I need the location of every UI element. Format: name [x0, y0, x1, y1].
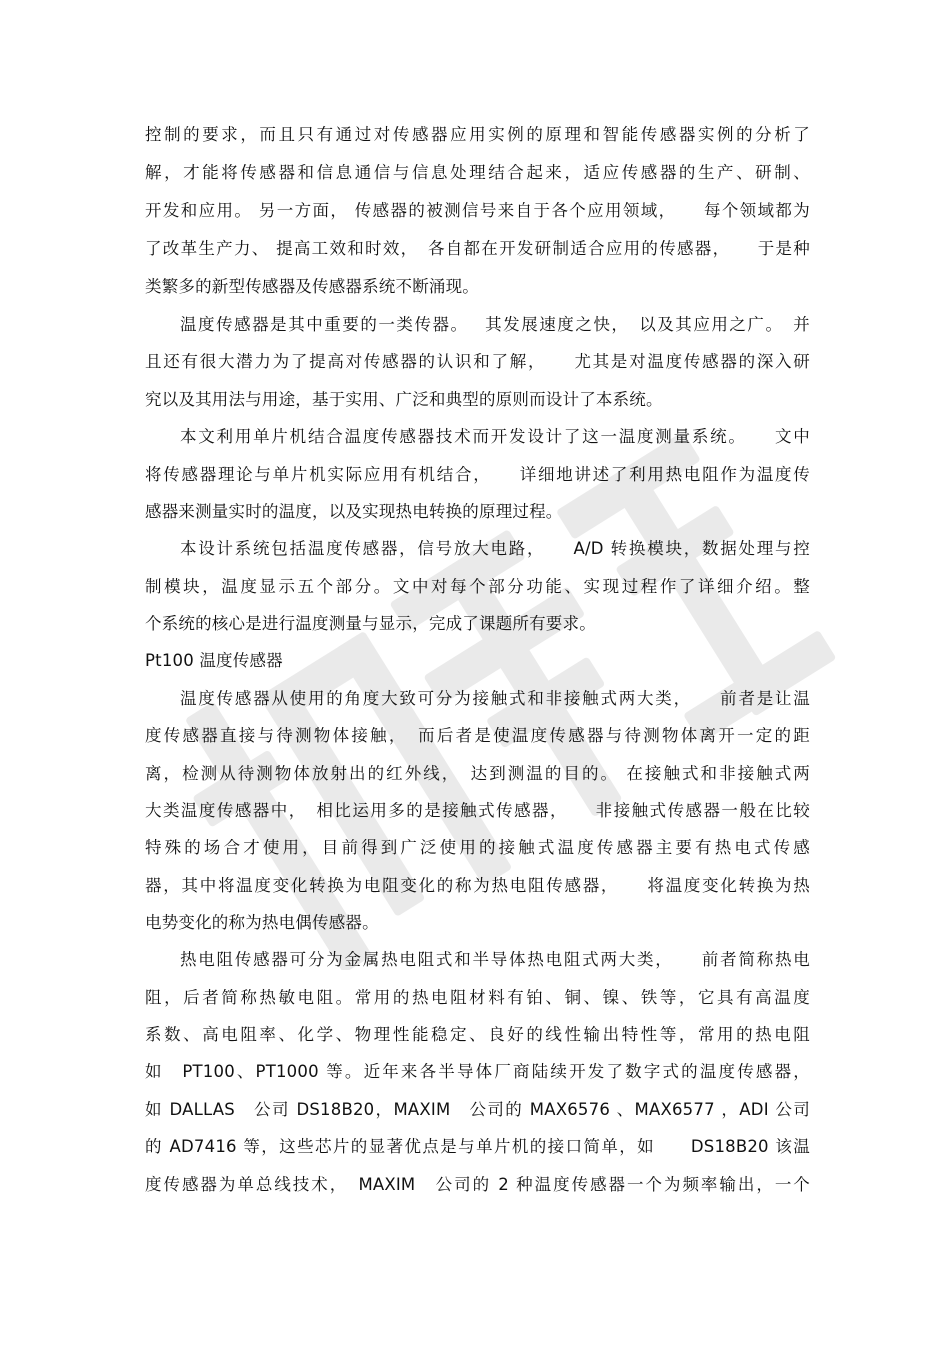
text-line: 如 PT100、PT1000 等。近年来各半导体厂商陆续开发了数字式的温度传感器，: [145, 1062, 810, 1081]
text-line: 温度传感器从使用的角度大致可分为接触式和非接触式两大类， 前者是让温: [180, 689, 810, 708]
text-line: 了改革生产力、 提高工效和时效， 各自都在开发研制适合应用的传感器， 于是种: [145, 239, 810, 258]
text-line: 的 AD7416 等，这些芯片的显著优点是与单片机的接口简单，如 DS18B20 该温: [145, 1137, 810, 1156]
text-line: 类繁多的新型传感器及传感器系统不断涌现。: [145, 277, 479, 296]
text-line: 控制的要求，而且只有通过对传感器应用实例的原理和智能传感器实例的分析了: [145, 125, 810, 144]
section-heading: Pt100 温度传感器: [145, 651, 283, 670]
text-line: 本文利用单片机结合温度传感器技术而开发设计了这一温度测量系统。 文中: [180, 427, 810, 446]
text-line: 个系统的核心是进行温度测量与显示，完成了课题所有要求。: [145, 614, 596, 633]
text-line: 将传感器理论与单片机实际应用有机结合， 详细地讲述了利用热电阻作为温度传: [145, 465, 810, 484]
text-line: 热电阻传感器可分为金属热电阻式和半导体热电阻式两大类， 前者简称热电: [180, 950, 810, 969]
text-line: 度传感器为单总线技术， MAXIM 公司的 2 种温度传感器一个为频率输出，一个: [145, 1175, 810, 1194]
text-line: 大类温度传感器中， 相比运用多的是接触式传感器， 非接触式传感器一般在比较: [145, 801, 810, 820]
text-line: 特殊的场合才使用，目前得到广泛使用的接触式温度传感器主要有热电式传感: [145, 838, 810, 857]
text-line: 且还有很大潜力为了提高对传感器的认识和了解， 尤其是对温度传感器的深入研: [145, 352, 810, 371]
text-line: 本设计系统包括温度传感器，信号放大电路， A/D 转换模块，数据处理与控: [180, 539, 810, 558]
text-line: 电势变化的称为热电偶传感器。: [145, 913, 379, 932]
text-line: 离，检测从待测物体放射出的红外线， 达到测温的目的。 在接触式和非接触式两: [145, 764, 810, 783]
text-line: 究以及其用法与用途，基于实用、广泛和典型的原则而设计了本系统。: [145, 390, 663, 409]
text-line: 器，其中将温度变化转换为电阻变化的称为热电阻传感器， 将温度变化转换为热: [145, 876, 810, 895]
text-line: 开发和应用。 另一方面， 传感器的被测信号来自于各个应用领域， 每个领域都为: [145, 201, 810, 220]
text-line: 如 DALLAS 公司 DS18B20，MAXIM 公司的 MAX6576 、MAX6577 ，ADI 公司: [145, 1100, 810, 1119]
text-line: 温度传感器是其中重要的一类传器。 其发展速度之快， 以及其应用之广。 并: [180, 315, 810, 334]
text-line: 度传感器直接与待测物体接触， 而后者是使温度传感器与待测物体离开一定的距: [145, 726, 810, 745]
text-line: 制模块，温度显示五个部分。文中对每个部分功能、实现过程作了详细介绍。整: [145, 577, 810, 596]
text-line: 阻，后者简称热敏电阻。常用的热电阻材料有铂、铜、镍、铁等，它具有高温度: [145, 988, 810, 1007]
text-line: 解，才能将传感器和信息通信与信息处理结合起来，适应传感器的生产、研制、: [145, 163, 810, 182]
text-line: 系数、高电阻率、化学、物理性能稳定、良好的线性输出特性等，常用的热电阻: [145, 1025, 810, 1044]
text-line: 感器来测量实时的温度，以及实现热电转换的原理过程。: [145, 502, 563, 521]
